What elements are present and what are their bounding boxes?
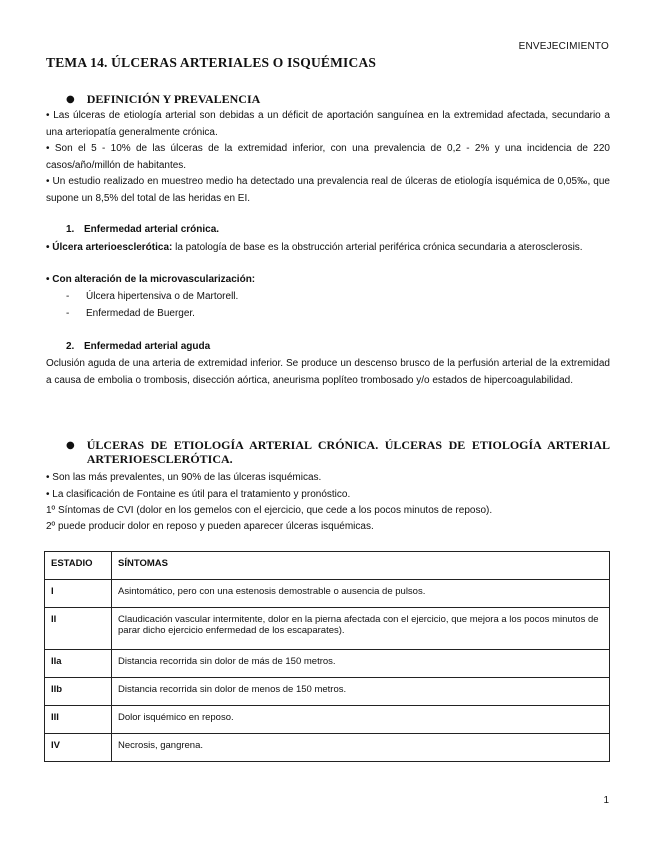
stage-cell: III [45,706,112,734]
list-item-text: Úlcera hipertensiva o de Martorell. [86,291,239,302]
subheading-text: Enfermedad arterial aguda [84,341,211,352]
list-item-text: Enfermedad de Buerger. [86,308,195,319]
section-heading-text: ÚLCERAS DE ETIOLOGÍA ARTERIAL CRÓNICA. ÚLCERAS DE ETIOLOGÍA ARTERIAL ARTERIOESCLERÓTICA. [86,438,610,466]
table-header-row [45,552,610,580]
text-line: • Son las más prevalentes, un 90% de las úlceras isquémicas. [46,472,322,483]
table-row [45,706,610,734]
stage-cell: I [45,580,112,608]
column-header-symptoms: SÍNTOMAS [112,552,610,580]
bold-term: • Úlcera arterioesclerótica: [46,242,173,253]
section-heading-chronic-ulcers [66,438,610,466]
stage-cell: IIa [45,650,112,678]
stage-cell: II [45,608,112,650]
symptoms-cell: Distancia recorrida sin dolor de menos de 150 metros. [112,678,610,706]
bullet-icon: ● [66,440,75,451]
table-row [45,678,610,706]
symptoms-cell: Claudicación vascular intermitente, dolor en la pierna afectada con el ejercicio, que mejora a los pocos minutos de parar dicho ejercicio enfermedad de los escaparates). [112,608,610,650]
running-header: ENVEJECIMIENTO [518,41,609,52]
section-heading-text: DEFINICIÓN Y PREVALENCIA [86,92,261,106]
page-number: 1 [603,795,609,806]
text-line: • La clasificación de Fontaine es útil para el tratamiento y pronóstico. [46,489,351,500]
paragraph: • Las úlceras de etiología arterial son debidas a un déficit de aportación sanguínea en la extremidad afectada, secundario a una arteriopatía generalmente crónica. [46,110,610,138]
paragraph: • Un estudio realizado en muestreo medio ha detectado una prevalencia real de úlceras de etiología isquémica de 0,05‰, que supone un 8,5% del total de las heridas en EI. [46,176,610,204]
text-line: 1º Síntomas de CVI (dolor en los gemelos con el ejercicio, que cede a los pocos minutos de reposo). [46,505,493,516]
stage-cell: IV [45,734,112,762]
subheading-chronic [66,224,219,235]
term-text: la patología de base es la obstrucción arterial periférica crónica secundaria a aterosclerosis. [172,242,583,253]
paragraph: • Son el 5 - 10% de las úlceras de la extremidad inferior, con una prevalencia de 0,2 - 2% y una incidencia de 220 casos/año/millón de habitantes. [46,143,610,171]
table-row [45,650,610,678]
fontaine-table [44,551,610,762]
subheading-acute [66,341,210,352]
page-title: TEMA 14. ÚLCERAS ARTERIALES O ISQUÉMICAS [46,55,377,70]
text-line: 2º puede producir dolor en reposo y pueden aparecer úlceras isquémicas. [46,521,374,532]
symptoms-cell: Distancia recorrida sin dolor de más de 150 metros. [112,650,610,678]
table-row [45,608,610,650]
table-row [45,580,610,608]
subheading-number: 2. [66,341,75,352]
symptoms-cell: Dolor isquémico en reposo. [112,706,610,734]
symptoms-cell: Asintomático, pero con una estenosis demostrable o ausencia de pulsos. [112,580,610,608]
list-item [66,291,238,302]
table-row [45,734,610,762]
symptoms-cell: Necrosis, gangrena. [112,734,610,762]
bullet-icon: ● [66,94,75,105]
column-header-stage: ESTADIO [45,552,112,580]
paragraph-ulcera-arterioesclerotica [46,240,610,257]
paragraph: Oclusión aguda de una arteria de extremidad inferior. Se produce un descenso brusco de la perfusión arterial de la extremidad a causa de embolia o trombosis, disección aórtica, aneurisma poplíteo trombosado y/o estados de hipercoagulabilidad. [46,358,610,386]
dash-marker: - [66,291,70,302]
stage-cell: IIb [45,678,112,706]
list-item [66,308,195,319]
subheading-number: 1. [66,224,75,235]
microvascular-item [46,272,255,288]
dash-marker: - [66,308,70,319]
subheading-text: Enfermedad arterial crónica. [84,224,220,235]
bold-term: • Con alteración de la microvascularización: [46,274,256,285]
section-heading-definition [66,92,260,108]
